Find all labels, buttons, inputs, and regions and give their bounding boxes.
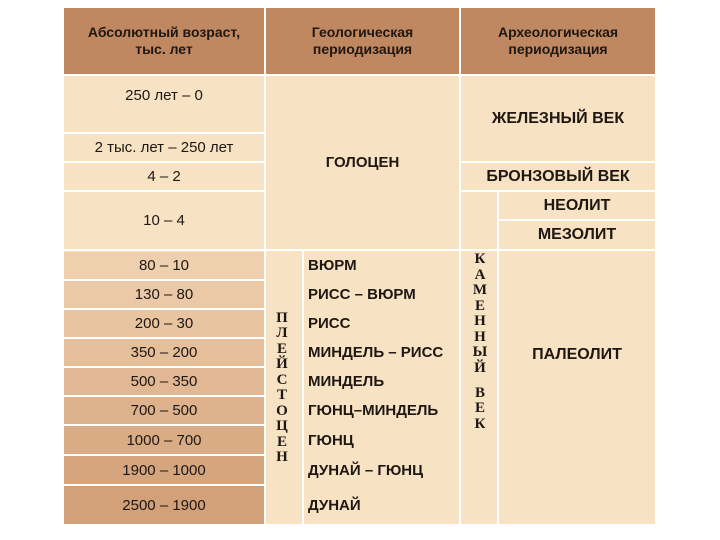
age-cell: 350 – 200 bbox=[64, 339, 264, 366]
age-cell: 130 – 80 bbox=[64, 281, 264, 308]
grid-line bbox=[64, 161, 266, 163]
age-cell: 250 лет – 0 bbox=[64, 76, 264, 132]
grid-line bbox=[459, 161, 655, 163]
age-cell: 1000 – 700 bbox=[64, 426, 264, 454]
glaciation-cell: РИСС bbox=[308, 315, 351, 332]
grid-line bbox=[64, 366, 264, 368]
grid-line bbox=[64, 132, 266, 134]
paleolithic-cell: ПАЛЕОЛИТ bbox=[532, 346, 622, 363]
header-age: Абсолютный возраст, тыс. лет bbox=[64, 8, 264, 74]
grid-line bbox=[497, 190, 499, 524]
grid-line bbox=[64, 395, 264, 397]
grid-line bbox=[302, 249, 304, 524]
grid-line bbox=[64, 190, 266, 192]
grid-line bbox=[64, 424, 264, 426]
bronze-age-cell: БРОНЗОВЫЙ ВЕК bbox=[486, 167, 630, 185]
age-cell: 2500 – 1900 bbox=[64, 486, 264, 524]
age-cell: 4 – 2 bbox=[64, 163, 264, 190]
grid-line bbox=[64, 279, 264, 281]
age-cell: 80 – 10 bbox=[64, 252, 264, 279]
iron-age-cell: ЖЕЛЕЗНЫЙ ВЕК bbox=[491, 109, 625, 127]
age-cell: 1900 – 1000 bbox=[64, 456, 264, 484]
header-archaeologic: Археологическая периодизация bbox=[461, 8, 655, 74]
grid-line bbox=[64, 337, 264, 339]
pleistocene-vertical-label: П Л Е Й С Т О Ц Е Н bbox=[276, 309, 288, 465]
glaciation-cell: ВЮРМ bbox=[308, 257, 357, 274]
glaciation-cell: ГЮНЦ bbox=[308, 431, 354, 449]
grid-line bbox=[459, 190, 655, 192]
grid-line bbox=[64, 308, 264, 310]
grid-line bbox=[64, 249, 655, 251]
glaciation-cell: МИНДЕЛЬ – РИСС bbox=[308, 344, 444, 361]
glaciation-cell: ДУНАЙ bbox=[308, 496, 361, 514]
grid-line bbox=[64, 454, 264, 456]
glaciation-cell: ГЮНЦ–МИНДЕЛЬ bbox=[308, 402, 439, 419]
age-cell: 10 – 4 bbox=[64, 192, 264, 249]
glaciation-cell: РИСС – ВЮРМ bbox=[308, 286, 416, 303]
glaciation-cell: ДУНАЙ – ГЮНЦ bbox=[308, 461, 424, 479]
grid-line bbox=[64, 484, 264, 486]
holocene-cell: ГОЛОЦЕН bbox=[266, 76, 459, 249]
glaciation-cell: МИНДЕЛЬ bbox=[308, 373, 385, 390]
geochronology-table bbox=[64, 8, 655, 524]
age-cell: 700 – 500 bbox=[64, 397, 264, 424]
age-cell: 200 – 30 bbox=[64, 310, 264, 337]
grid-line bbox=[459, 8, 461, 524]
stone-age-vertical-label: К А М Е Н Н Ы Й В Е К bbox=[472, 251, 488, 432]
grid-line bbox=[64, 74, 655, 76]
neolithic-cell: НЕОЛИТ bbox=[543, 196, 611, 214]
grid-line bbox=[497, 219, 655, 221]
header-geologic: Геологическая периодизация bbox=[266, 8, 459, 74]
grid-line bbox=[264, 8, 266, 524]
mesolithic-cell: МЕЗОЛИТ bbox=[537, 226, 617, 243]
age-cell: 500 – 350 bbox=[64, 368, 264, 395]
age-cell: 2 тыс. лет – 250 лет bbox=[64, 134, 264, 161]
